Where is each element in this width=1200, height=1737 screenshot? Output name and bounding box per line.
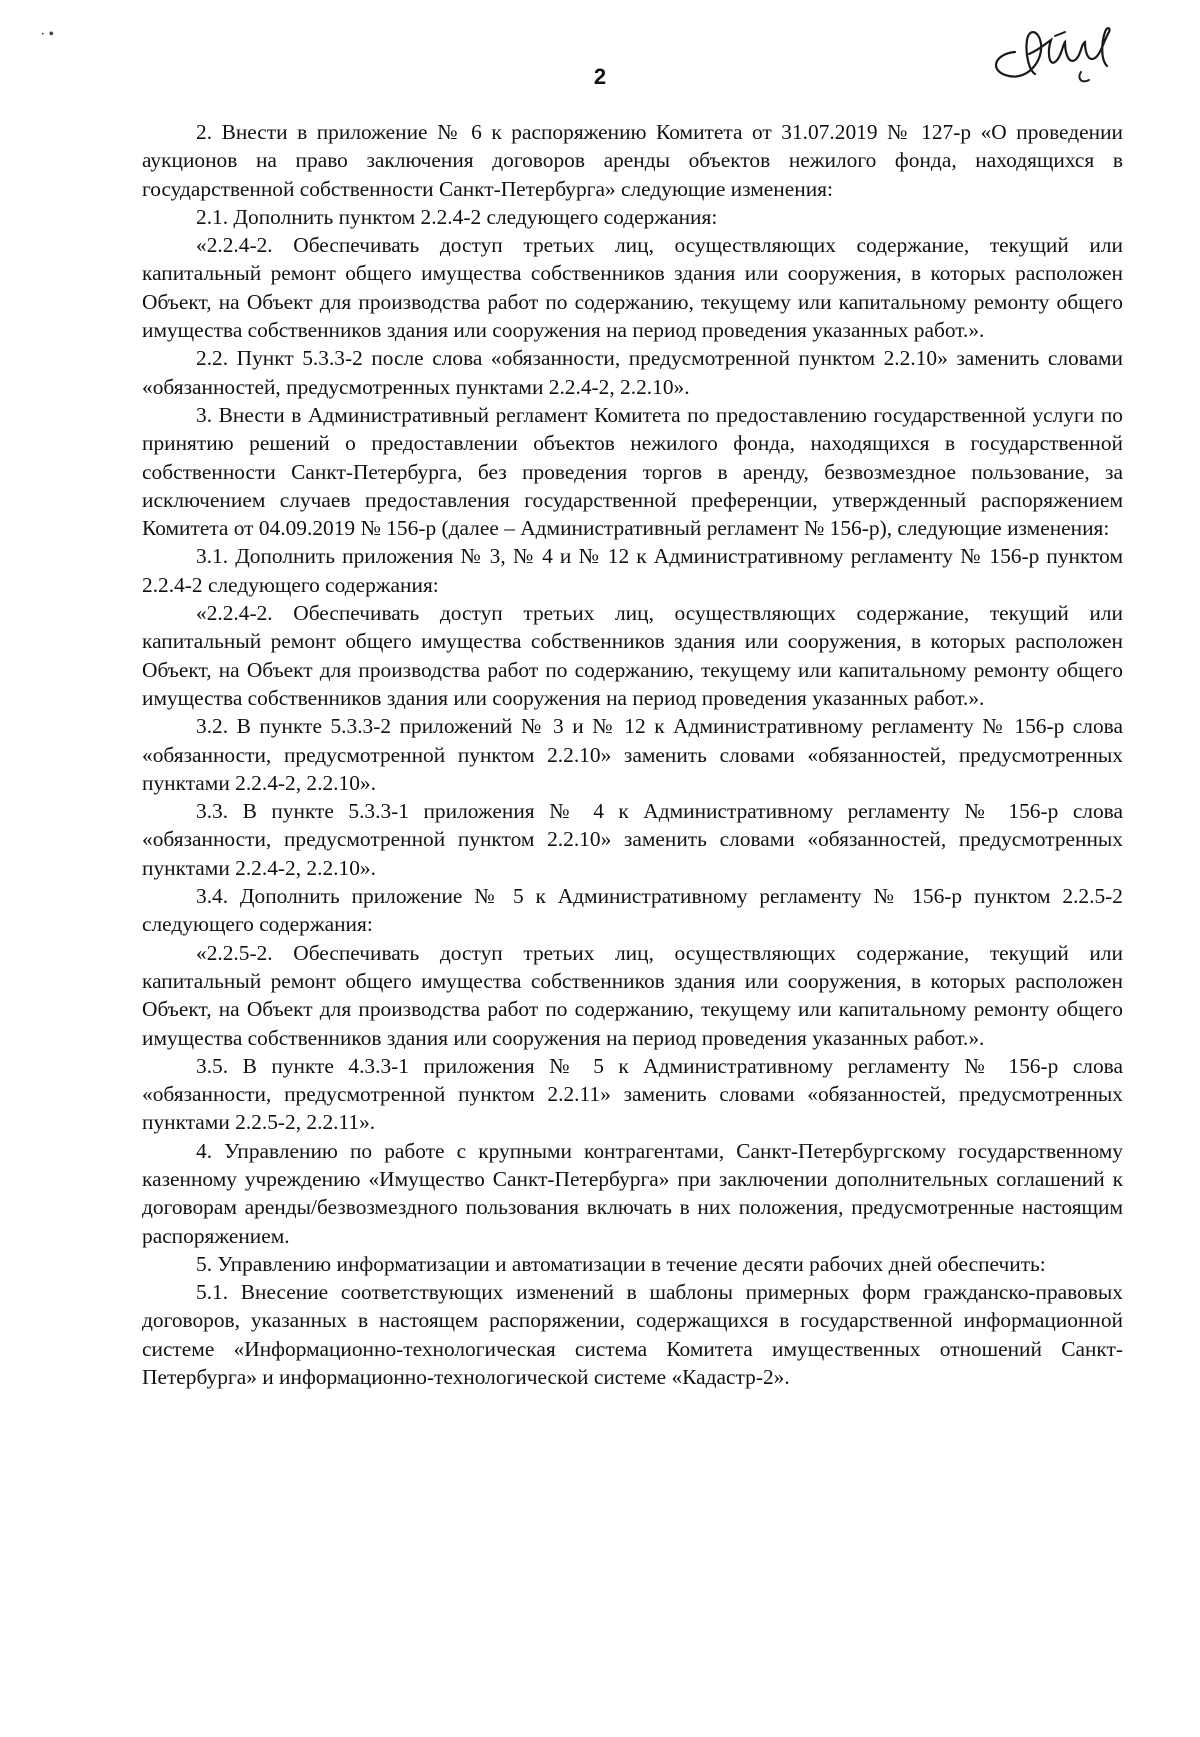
scan-specks: · • [40, 26, 55, 43]
paragraph-3: 3. Внести в Административный регламент Комитета по предоставлению государственной услуги по принятию решений о предоставлении объектов нежилого фонда, находящихся в государственной собственности Санкт-Петербурга, без проведения торгов в аренду, безвозмездное пользование, за исключением случаев предоставления государственной преференции, утвержденный распоряжением Комитета от 04.09.2019 № 156-р (далее – Административный регламент № 156-р), следующие изменения: [142, 402, 1123, 541]
paragraph-3-2: 3.2. В пункте 5.3.3-2 приложений № 3 и № 12 к Административному регламенту № 156-р слова «обязанности, предусмотренной пунктом 2.2.10» заменить словами «обязанностей, предусмотренных пунктами 2.2.4-2, 2.2.10». [142, 714, 1123, 795]
document-body [142, 118, 1123, 1391]
page-number: 2 [593, 64, 607, 89]
paragraph-2: 2. Внести в приложение № 6 к распоряжению Комитета от 31.07.2019 № 127-р «О проведении аукционов на право заключения договоров аренды объектов нежилого фонда, находящихся в государственной собственности Санкт-Петербурга» следующие изменения: [142, 120, 1123, 201]
paragraph-3-3: 3.3. В пункте 5.3.3-1 приложения № 4 к Административному регламенту № 156-р слова «обязанности, предусмотренной пунктом 2.2.10» заменить словами «обязанностей, предусмотренных пунктами 2.2.4-2, 2.2.10». [142, 799, 1123, 880]
paragraph-3-5: 3.5. В пункте 4.3.3-1 приложения № 5 к Административному регламенту № 156-р слова «обязанности, предусмотренной пунктом 2.2.11» заменить словами «обязанностей, предусмотренных пунктами 2.2.5-2, 2.2.11». [142, 1053, 1123, 1135]
paragraph-2-1-quote: «2.2.4-2. Обеспечивать доступ третьих лиц, осуществляющих содержание, текущий или капитальный ремонт общего имущества собственников здания или сооружения, в которых расположен Объект, на Объект для производства работ по содержанию, текущему или капитальному ремонту общего имущества собственников здания или сооружения на период проведения указанных работ.». [142, 233, 1123, 343]
paragraph-5: 5. Управлению информатизации и автоматизации в течение десяти рабочих дней обеспечить: [196, 1251, 1046, 1276]
paragraph-5-1: 5.1. Внесение соответствующих изменений в шаблоны примерных форм гражданско-правовых договоров, указанных в настоящем распоряжении, содержащихся в государственной информационной системе «Информационно-технологическая система Комитета имущественных отношений Санкт-Петербурга» и информационно-технологической системе «Кадастр-2». [142, 1280, 1123, 1390]
paragraph-3-1: 3.1. Дополнить приложения № 3, № 4 и № 12 к Административному регламенту № 156-р пунктом 2.2.4-2 следующего содержания: [142, 544, 1123, 597]
paragraph-3-1-quote: «2.2.4-2. Обеспечивать доступ третьих лиц, осуществляющих содержание, текущий или капитальный ремонт общего имущества собственников здания или сооружения, в которых расположен Объект, на Объект для производства работ по содержанию, текущему или капитальному ремонту общего имущества собственников здания или сооружения на период проведения указанных работ.». [142, 601, 1123, 710]
paragraph-3-4-quote: «2.2.5-2. Обеспечивать доступ третьих лиц, осуществляющих содержание, текущий или капитальный ремонт общего имущества собственников здания или сооружения, в которых расположен Объект, на Объект для производства работ по содержанию, текущему или капитальному ремонту общего имущества собственников здания или сооружения на период проведения указанных работ.». [142, 940, 1123, 1050]
paragraph-4: 4. Управлению по работе с крупными контрагентами, Санкт-Петербургскому государственному казенному учреждению «Имущество Санкт-Петербурга» при заключении дополнительных соглашений к договорам аренды/безвозмездного пользования включать в них положения, предусмотренные настоящим распоряжением. [142, 1138, 1123, 1248]
paragraph-3-4: 3.4. Дополнить приложение № 5 к Административному регламенту № 156-р пунктом 2.2.5-2 следующего содержания: [142, 884, 1123, 937]
paragraph-2-2: 2.2. Пункт 5.3.3-2 после слова «обязанности, предусмотренной пунктом 2.2.10» заменить словами «обязанностей, предусмотренных пунктами 2.2.4-2, 2.2.10». [142, 346, 1123, 399]
paragraph-2-1: 2.1. Дополнить пунктом 2.2.4-2 следующего содержания: [196, 204, 718, 229]
